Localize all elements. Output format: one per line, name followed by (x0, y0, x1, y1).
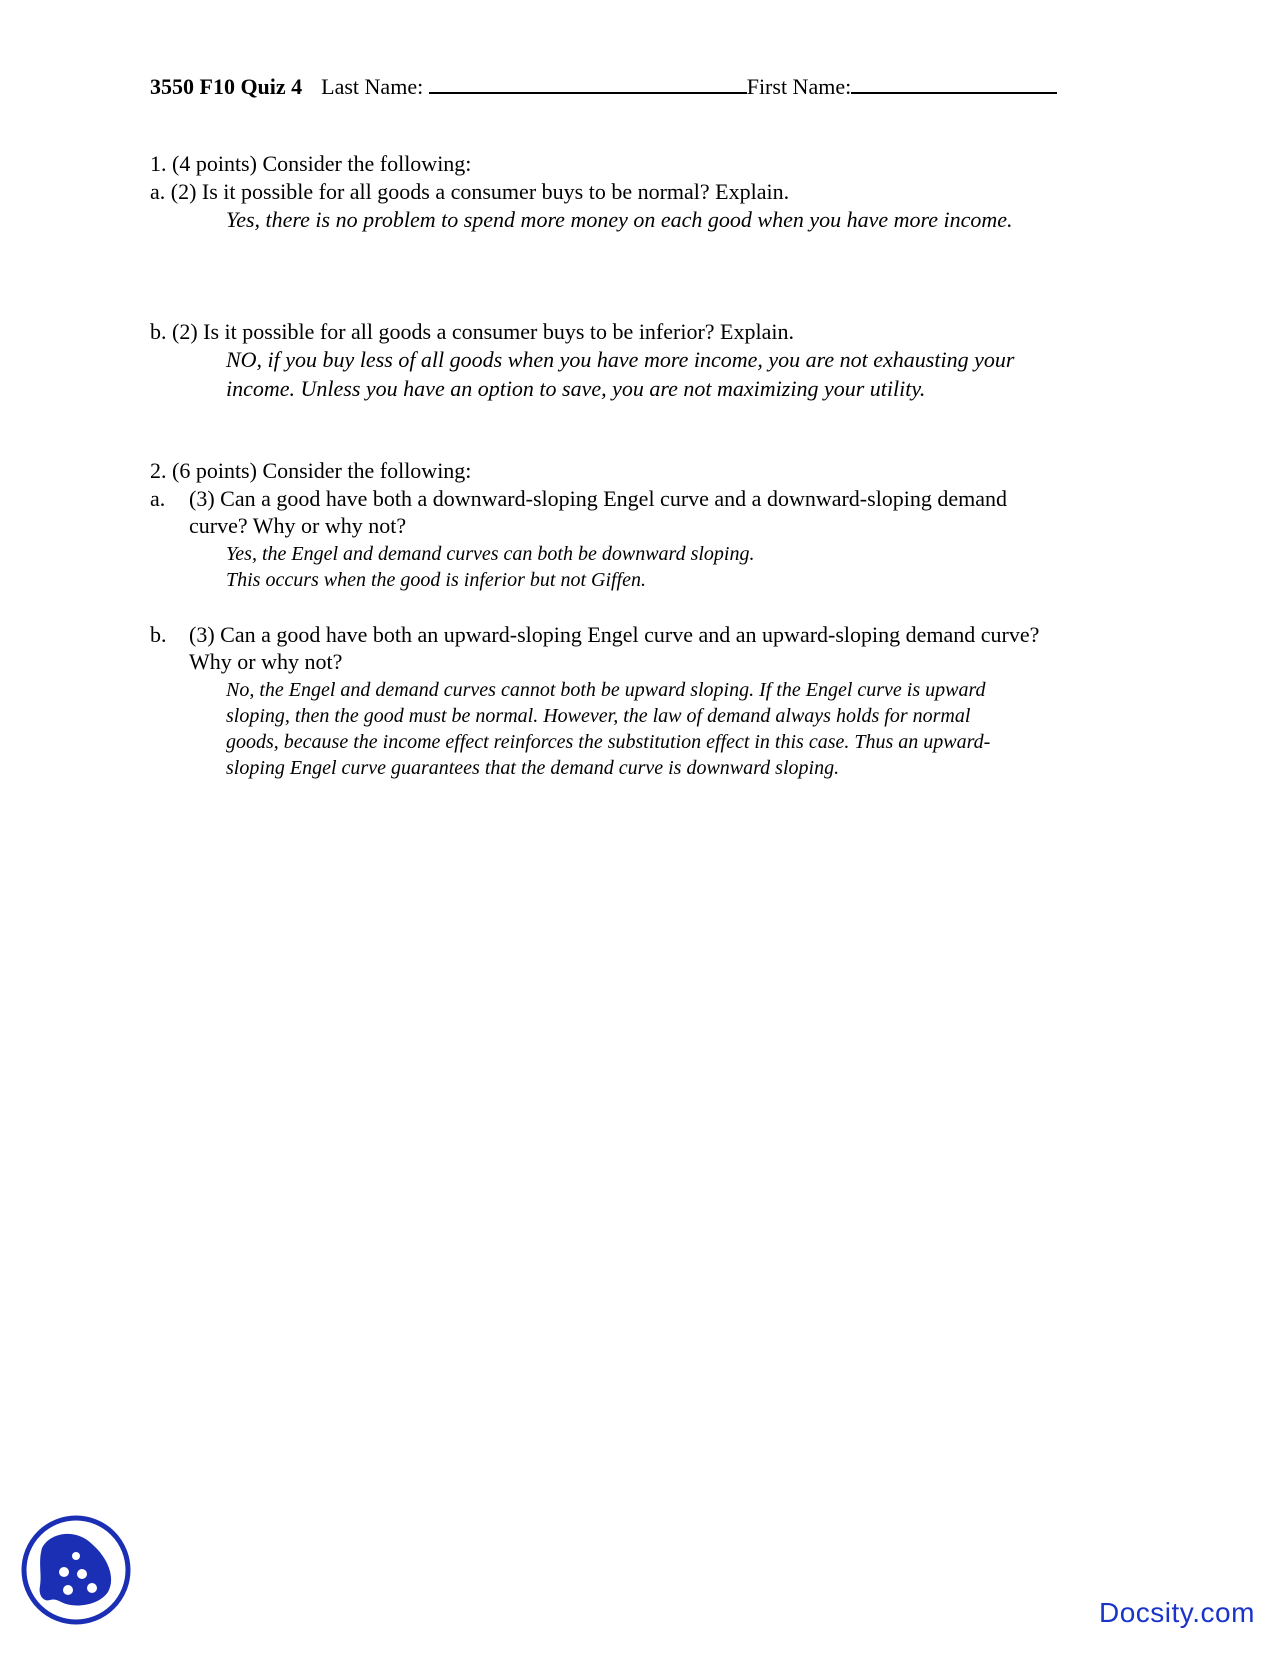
q1a-question: a. (2) Is it possible for all goods a consumer buys to be normal? Explain. (150, 179, 790, 204)
quiz-title: 3550 F10 Quiz 4 (150, 74, 303, 99)
q2-intro: 2. (6 points) Consider the following: (150, 458, 472, 483)
q2b-answer-line: goods, because the income effect reinforces the substitution effect in this case. Thus an upward- (226, 731, 991, 753)
last-name-label: Last Name: (321, 74, 424, 99)
q2b-marker: b. (150, 622, 167, 647)
q2b-answer-line: sloping Engel curve guarantees that the demand curve is downward sloping. (226, 757, 840, 779)
quiz-header (150, 74, 1057, 100)
q2b-answer-line: sloping, then the good must be normal. However, the law of demand always holds for normal (226, 705, 971, 727)
q2a-marker: a. (150, 486, 166, 511)
q2a-question-line: (3) Can a good have both a downward-sloping Engel curve and a downward-sloping demand (189, 486, 1008, 511)
q1b-answer-line: NO, if you buy less of all goods when you have more income, you are not exhausting your (226, 347, 1015, 372)
q2b-question-line: (3) Can a good have both an upward-sloping Engel curve and an upward-sloping demand curve? (189, 622, 1040, 647)
last-name-field[interactable] (429, 74, 747, 94)
q2b-question-line: Why or why not? (189, 649, 343, 674)
q1b-answer-line: income. Unless you have an option to save, you are not maximizing your utility. (226, 376, 926, 401)
q2a-answer-line: This occurs when the good is inferior but not Giffen. (226, 569, 646, 591)
q2a-question-line: curve? Why or why not? (189, 513, 407, 538)
docsity-watermark[interactable]: Docsity.com (1099, 1597, 1255, 1628)
first-name-field[interactable] (851, 74, 1057, 94)
first-name-label: First Name: (746, 74, 852, 99)
q1a-answer: Yes, there is no problem to spend more money on each good when you have more income. (226, 207, 1013, 232)
q1-intro: 1. (4 points) Consider the following: (150, 151, 472, 176)
docsity-logo-icon (20, 1514, 132, 1626)
q2a-answer-line: Yes, the Engel and demand curves can both be downward sloping. (226, 543, 755, 565)
q2b-answer-line: No, the Engel and demand curves cannot both be upward sloping. If the Engel curve is upward (226, 679, 986, 701)
q1b-question: b. (2) Is it possible for all goods a consumer buys to be inferior? Explain. (150, 319, 794, 344)
